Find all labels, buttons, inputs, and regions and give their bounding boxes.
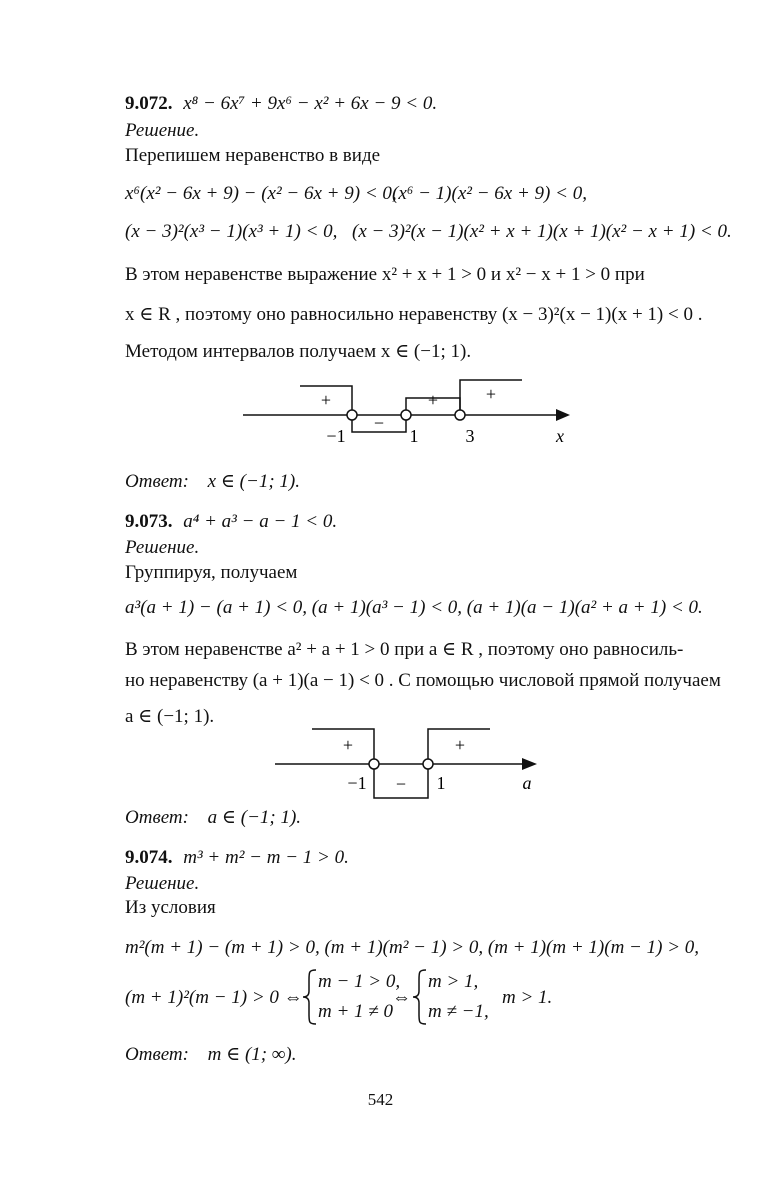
solution-label: Решение. bbox=[125, 537, 200, 558]
answer-value: a ∈ (−1; 1). bbox=[207, 807, 302, 828]
equation-step-1: m²(m + 1) − (m + 1) > 0, (m + 1)(m² − 1) > 0, (m + 1)(m + 1)(m − 1) > 0, bbox=[125, 937, 700, 958]
sign-plus: + bbox=[485, 384, 497, 404]
answer-line bbox=[125, 1045, 296, 1064]
problem-9-074-header bbox=[125, 848, 349, 867]
paragraph-line: В этом неравенстве выражение x² + x + 1 > 0 и x² − x + 1 > 0 при bbox=[125, 264, 645, 285]
equation-step-2b: (x − 3)²(x − 1)(x² + x + 1)(x + 1)(x² − x + 1) < 0. bbox=[352, 221, 732, 242]
answer-line bbox=[125, 808, 301, 827]
axis-variable-label: a bbox=[522, 773, 532, 793]
sign-plus: + bbox=[427, 390, 439, 410]
sign-plus: + bbox=[342, 735, 354, 755]
system-2-line-2: m ≠ −1, bbox=[428, 1001, 489, 1022]
axis-variable-label: x bbox=[556, 426, 564, 446]
tick-label: 1 bbox=[436, 773, 446, 793]
equation-step-2a: (x − 3)²(x³ − 1)(x³ + 1) < 0, bbox=[125, 221, 338, 242]
equation-step-1a: x⁶(x² − 6x + 9) − (x² − 6x + 9) < 0, bbox=[125, 183, 397, 204]
solution-label: Решение. bbox=[125, 873, 200, 894]
problem-inequality: x⁸ − 6x⁷ + 9x⁶ − x² + 6x − 9 < 0. bbox=[183, 93, 438, 114]
sign-minus: − bbox=[395, 774, 407, 794]
paragraph-line: x ∈ R , поэтому оно равносильно неравенству (x − 3)²(x − 1)(x + 1) < 0 . bbox=[125, 304, 703, 325]
sign-minus: − bbox=[373, 413, 385, 433]
system-2-line-1: m > 1, bbox=[428, 971, 479, 992]
axis-arrow-icon bbox=[522, 758, 537, 770]
problem-number: 9.073. bbox=[125, 511, 173, 532]
system-1-line-2: m + 1 ≠ 0 bbox=[318, 1001, 393, 1022]
equation-step-2-left: (m + 1)²(m − 1) > 0 ⇔ bbox=[125, 987, 303, 1008]
answer-label: Ответ: bbox=[125, 1044, 189, 1065]
result: m > 1. bbox=[502, 987, 553, 1008]
system-1-line-1: m − 1 > 0, bbox=[318, 971, 401, 992]
equation-step-1b: (x⁶ − 1)(x² − 6x + 9) < 0, bbox=[392, 183, 587, 204]
solution-intro: Из условия bbox=[125, 897, 216, 918]
paragraph-line: но неравенству (a + 1)(a − 1) < 0 . С помощью числовой прямой получаем bbox=[125, 670, 721, 691]
problem-number: 9.074. bbox=[125, 847, 173, 868]
open-point-icon bbox=[369, 759, 379, 769]
problem-9-072-header bbox=[125, 94, 437, 113]
axis-arrow-icon bbox=[556, 409, 570, 421]
equivalence-arrow: ⇔ bbox=[392, 987, 411, 1008]
answer-value: m ∈ (1; ∞). bbox=[207, 1044, 297, 1065]
sign-plus: + bbox=[320, 390, 332, 410]
open-point-icon bbox=[423, 759, 433, 769]
answer-value: x ∈ (−1; 1). bbox=[207, 471, 300, 492]
paragraph-line: В этом неравенстве a² + a + 1 > 0 при a ∈ R , поэтому оно равносиль- bbox=[125, 639, 684, 660]
open-point-icon bbox=[347, 410, 357, 420]
paragraph-line: a ∈ (−1; 1). bbox=[125, 706, 215, 727]
answer-label: Ответ: bbox=[125, 471, 189, 492]
system-brace-icon bbox=[410, 968, 430, 1026]
paragraph-line: Методом интервалов получаем x ∈ (−1; 1). bbox=[125, 341, 472, 362]
tick-label: 1 bbox=[409, 426, 419, 446]
interval-diagram-x bbox=[0, 370, 761, 450]
problem-inequality: m³ + m² − m − 1 > 0. bbox=[183, 847, 349, 868]
system-brace-icon bbox=[300, 968, 320, 1026]
solution-intro: Группируя, получаем bbox=[125, 562, 298, 583]
tick-label: −1 bbox=[326, 426, 346, 446]
open-point-icon bbox=[401, 410, 411, 420]
solution-label: Решение. bbox=[125, 120, 200, 141]
problem-9-073-header bbox=[125, 512, 337, 531]
problem-inequality: a⁴ + a³ − a − 1 < 0. bbox=[183, 511, 338, 532]
problem-number: 9.072. bbox=[125, 93, 173, 114]
tick-label: −1 bbox=[347, 773, 367, 793]
answer-label: Ответ: bbox=[125, 807, 189, 828]
tick-label: 3 bbox=[465, 426, 475, 446]
sign-plus: + bbox=[454, 735, 466, 755]
page-number: 542 bbox=[367, 1090, 394, 1109]
equation-step-1: a³(a + 1) − (a + 1) < 0, (a + 1)(a³ − 1) < 0, (a + 1)(a − 1)(a² + a + 1) < 0. bbox=[125, 597, 703, 618]
open-point-icon bbox=[455, 410, 465, 420]
solution-intro: Перепишем неравенство в виде bbox=[125, 145, 381, 166]
interval-diagram-a bbox=[0, 720, 761, 805]
answer-line bbox=[125, 472, 300, 491]
